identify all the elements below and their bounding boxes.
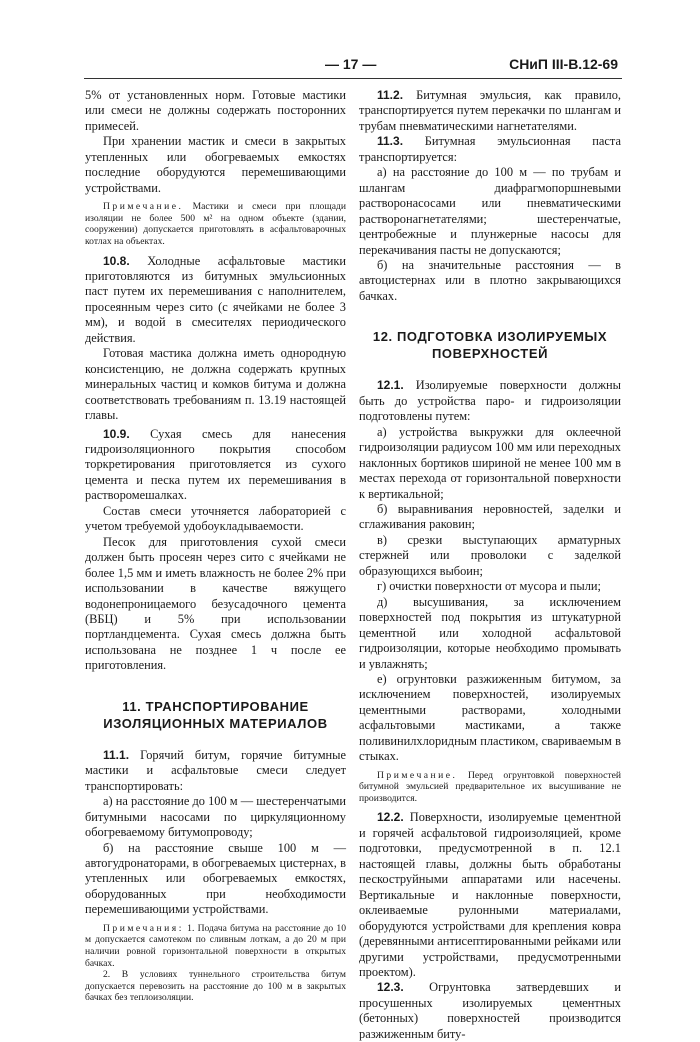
list-item: г) очистки поверхности от мусора и пыли; [377, 579, 601, 594]
header-rule [84, 78, 622, 79]
section-number: 10.8. [103, 253, 130, 268]
list-item: б) выравнивания неровностей, заделки и сглаживания раковин; [359, 501, 621, 532]
note [85, 969, 346, 1004]
page-number: — 17 — [325, 56, 377, 72]
note-label: Примечание. [103, 201, 184, 213]
right-column [359, 88, 621, 1042]
paragraph: Состав смеси уточняется лабораторией с учетом требуемой удобоукладываемости. [85, 503, 346, 534]
section-number: 12.1. [377, 378, 404, 393]
section-text: Поверхности, изолируемые цементной и горячей асфальтовой гидроизоляцией, кроме подготовки, предусмотренной в п. 12.1 настоящей главы, должны быть обработаны пескоструйными аппаратами или насечены. Вертикальные и наклонные поверхности, оклеиваемые рулонными материалами, оборудуются устройствами для крепления ковра (деревянными антисептированными рейками или другими устройствами, предусмотренными проектом). [359, 810, 621, 979]
section-number: 11.1. [103, 747, 130, 762]
paragraph: При хранении мастик и смеси в закрытых утепленных или обогреваемых емкостях последние оборудуются перемешивающими устройствами. [85, 134, 346, 195]
section-10-9 [85, 427, 346, 504]
note [85, 201, 346, 247]
list-item: е) огрунтовки разжиженным битумом, за исключением поверхностей, изолируемых цементными растворами, холодными асфальтовыми мастиками, а также поливинилхлоридным пластиком, свариваемым в стыках. [359, 671, 621, 764]
note [85, 923, 346, 969]
section-11-2 [359, 88, 621, 134]
list-item: б) на значительные расстояния — в автоцистернах или в плотно закрывающихся бачках. [359, 257, 621, 303]
paragraph: 5% от установленных норм. Готовые мастики или смеси не должны содержать посторонних примесей. [85, 88, 346, 133]
section-number: 12.2. [377, 810, 404, 825]
section-text: Холодные асфальтовые мастики приготовляются из битумных эмульсионных паст путем их перемешивания с наполнителем, просеянным через сито (с ячейками не более 3 мм), и водой в смесителях периодического действия. [85, 253, 346, 345]
section-10-8 [85, 254, 346, 347]
left-column [85, 88, 346, 1010]
note-text: 1. Подача битума на расстояние до 10 м допускается самотеком по сливным лоткам, а до 20 м при наличии ровной горизонтальной поверхности в открытых бачках. [85, 922, 346, 969]
section-heading-12 [359, 328, 621, 362]
note [359, 770, 621, 805]
note-text: Перед огрунтовкой поверхностей битумной эмульсией предварительное их высушивание не производится. [359, 769, 621, 804]
note-text: 2. В условиях туннельного строительства битум допускается перевозить на расстояние до 100 м в закрытых бачках без теплоизоляции. [85, 969, 346, 1004]
section-text: Изолируемые поверхности должны быть до устройства паро- и гидроизоляции подготовлены путем: [359, 378, 621, 424]
heading-line: ПОВЕРХНОСТЕЙ [431, 346, 549, 362]
list-item: в) срезки выступающих арматурных стержней или проволоки с заделкой образующихся выбоин; [359, 532, 621, 578]
section-text: Огрунтовка затвердевших и просушенных изолируемых цементных (бетонных) поверхностей производится разжиженным биту- [359, 980, 621, 1041]
section-11-1 [85, 748, 346, 794]
list-item: д) высушивания, за исключением поверхностей под покрытия из штукатурной цементной или холодной асфальтовой гидроизоляции, которые необходимо промывать и увлажнять; [359, 594, 621, 671]
document-code: СНиП III-В.12-69 [509, 56, 618, 72]
section-number: 11.3. [377, 134, 404, 149]
list-item: а) устройства выкружки для оклеечной гидроизоляции радиусом 100 мм или переходных наклонных бортиков шириной не менее 100 мм в местах перехода от горизонтальной поверхности к вертикальной; [359, 424, 621, 501]
heading-line: 11. ТРАНСПОРТИРОВАНИЕ [122, 698, 309, 714]
section-number: 10.9. [103, 426, 130, 441]
section-text: Битумная эмульсионная паста транспортируется: [359, 134, 621, 164]
section-12-2 [359, 810, 621, 980]
list-item: б) на расстояние свыше 100 м — автогудронаторами, в обогреваемых цистернах, в утепленных или обогреваемых емкостях, оборудованных при необходимости перемешивающими устройствами. [85, 840, 346, 917]
note-text: Мастики и смеси при площади изоляции не более 500 м² на одном объекте (здании, сооружении) допускается приготовлять в асфальтоварочных котлах на объектах. [85, 201, 347, 247]
section-text: Горячий битум, горячие битумные мастики и асфальтовые смеси следует транспортировать: [85, 747, 346, 793]
section-text: Битумная эмульсия, как правило, транспортируется путем перекачки по шлангам и трубам пневматическими нагнетателями. [359, 88, 621, 133]
section-number: 12.3. [377, 980, 404, 995]
heading-line: 12. ПОДГОТОВКА ИЗОЛИРУЕМЫХ [372, 329, 608, 345]
section-12-1 [359, 378, 621, 424]
list-item: а) на расстояние до 100 м — шестеренчатыми битумными насосами по циркуляционному обогреваемому битумопроводу; [85, 794, 346, 840]
heading-line: ИЗОЛЯЦИОННЫХ МАТЕРИАЛОВ [103, 715, 328, 731]
section-11-3 [359, 134, 621, 165]
section-heading-11 [85, 698, 346, 732]
page-header [0, 56, 700, 76]
note-label: Примечание. [377, 769, 458, 781]
paragraph: Готовая мастика должна иметь однородную консистенцию, не должна содержать крупных минеральных частиц и комков битума и должна соответствовать требованиям п. 13.19 настоящей главы. [85, 346, 346, 423]
section-number: 11.2. [377, 88, 404, 102]
paragraph: Песок для приготовления сухой смеси должен быть просеян через сито с ячейками не более 1,5 мм и иметь влажность не более 2% при использовании в качестве вяжущего водонепроницаемого безусадочного цемента (ВБЦ) и 5% при использовании портландцемента. Сухая смесь должна быть использована не позднее 1 ч после ее приготовления. [85, 534, 346, 673]
section-text: Сухая смесь для нанесения гидроизоляционного покрытия способом торкретирования приготовляется из сухого цемента и песка путем их перемешивания в растворомешалках. [85, 426, 346, 503]
note-label: Примечания: [103, 922, 184, 934]
list-item: а) на расстояние до 100 м — по трубам и шлангам диафрагмопоршневыми растворонасосами или пневматическими растворонагнетателями; шестеренчатые, центробежные и плунжерные насосы для перекачивания пасты не допускаются; [359, 165, 621, 257]
section-12-3 [359, 980, 621, 1042]
